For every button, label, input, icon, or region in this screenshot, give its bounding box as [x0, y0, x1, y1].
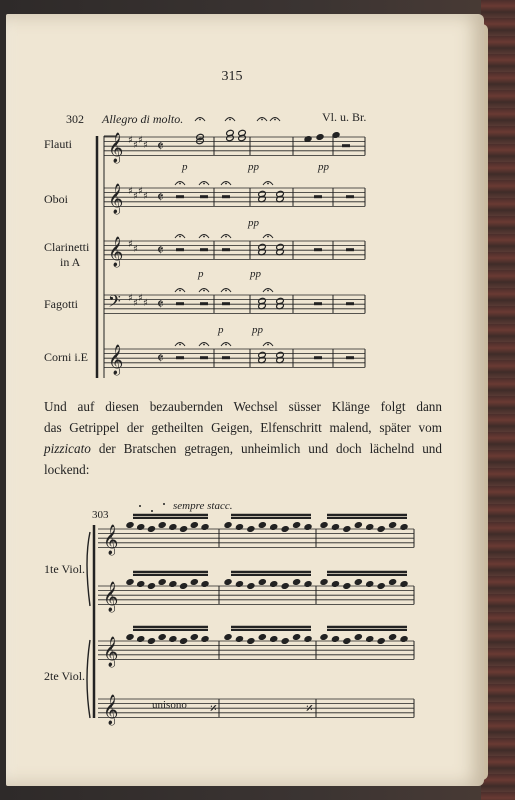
repeat-sign-icon: 𝄎 [306, 701, 313, 717]
note-head [400, 523, 409, 530]
dynamic-pp: pp [318, 161, 329, 173]
note-head [169, 523, 178, 530]
rest [222, 195, 230, 198]
note-head [304, 580, 313, 587]
treble-clef-icon: 𝄞 [108, 237, 124, 267]
note-head [126, 521, 135, 528]
note-head [316, 133, 325, 140]
note-head [126, 633, 135, 640]
staccato-dot [151, 510, 153, 512]
rest [176, 248, 184, 251]
sharp-icon: ♯ [128, 239, 133, 250]
note-head [343, 525, 352, 532]
time-signature: 𝄵 [157, 188, 164, 206]
rest [346, 195, 354, 198]
note-head [190, 521, 199, 528]
example1-staves [104, 118, 365, 377]
sharp-icon: ♯ [143, 298, 148, 309]
rest [176, 195, 184, 198]
rest [314, 195, 322, 198]
sharp-icon: ♯ [143, 191, 148, 202]
treble-clef-icon: 𝄞 [103, 637, 119, 667]
note-head [354, 578, 363, 585]
note-head [179, 525, 188, 532]
note-head [343, 582, 352, 589]
note-head [136, 635, 145, 642]
note-head [224, 578, 233, 585]
fermata-dot [179, 183, 181, 185]
note-head [388, 578, 397, 585]
note-head [292, 521, 301, 528]
note-head [377, 637, 386, 644]
example-number-303: 303 [92, 509, 109, 521]
group-label-first-violins: 1te Viol. [44, 562, 86, 576]
note-head [258, 521, 267, 528]
fermata-dot [179, 236, 181, 238]
rest [314, 356, 322, 359]
dynamic-pp: pp [248, 217, 259, 229]
note-head [343, 637, 352, 644]
rest [346, 302, 354, 305]
instrument-label-clarinetti: Clarinetti [44, 240, 90, 254]
note-head [147, 582, 156, 589]
time-signature: 𝄵 [157, 137, 164, 155]
note-head [331, 523, 340, 530]
rest [346, 248, 354, 251]
note-head [388, 521, 397, 528]
staff-2 [104, 241, 365, 259]
note-head [158, 578, 167, 585]
note-head [179, 637, 188, 644]
note-head [258, 633, 267, 640]
note-head [158, 633, 167, 640]
note-head [400, 635, 409, 642]
time-signature: 𝄵 [157, 349, 164, 367]
treble-clef-icon: 𝄞 [108, 345, 124, 375]
note-head [179, 582, 188, 589]
note-head [304, 523, 313, 530]
instrument-label-fagotti: Fagotti [44, 297, 79, 311]
dynamic-pp: pp [250, 268, 261, 280]
instrument-label-corni: Corni i.E [44, 350, 88, 364]
note-head [400, 580, 409, 587]
fermata-dot [203, 290, 205, 292]
sharp-icon: ♯ [128, 293, 133, 304]
fermata-dot [267, 183, 269, 185]
fermata-dot [274, 119, 276, 121]
fermata-dot [225, 183, 227, 185]
note-head [292, 578, 301, 585]
sharp-icon: ♯ [133, 244, 138, 255]
note-head [158, 521, 167, 528]
note-head [377, 525, 386, 532]
dynamic-p: p [198, 268, 204, 280]
tempo-marking: Allegro di molto. [102, 112, 184, 126]
fermata-dot [267, 290, 269, 292]
rest [342, 144, 350, 147]
note-head [235, 523, 244, 530]
note-head [258, 578, 267, 585]
note-head [201, 635, 210, 642]
staccato-dot [163, 503, 165, 505]
prose-line: pizzicato der Bratschen getragen, unheimlich und doch lächelnd und [44, 441, 442, 456]
time-signature: 𝄵 [157, 295, 164, 313]
pizzicato-term: pizzicato [44, 441, 91, 456]
fermata-dot [203, 183, 205, 185]
note-head [354, 521, 363, 528]
sharp-icon: ♯ [138, 135, 143, 146]
staff-b2 [98, 641, 414, 659]
fermata-dot [179, 290, 181, 292]
direction-sempre-stacc: sempre stacc. [173, 500, 233, 512]
treble-clef-icon: 𝄞 [103, 582, 119, 612]
note-head [281, 525, 290, 532]
note-head [365, 523, 374, 530]
note-head [190, 633, 199, 640]
dynamic-p: p [218, 324, 224, 336]
note-head [304, 635, 313, 642]
sharp-icon: ♯ [128, 135, 133, 146]
note-head [354, 633, 363, 640]
note-head [365, 580, 374, 587]
note-head [320, 633, 329, 640]
note-head [331, 635, 340, 642]
note-head [169, 580, 178, 587]
fermata-dot [199, 119, 201, 121]
note-head [331, 580, 340, 587]
dynamic-p: p [182, 161, 188, 173]
unisono-marking: unisono [152, 699, 187, 711]
note-head [247, 637, 256, 644]
note-head [247, 582, 256, 589]
rest [314, 248, 322, 251]
note-head [190, 578, 199, 585]
note-head [365, 635, 374, 642]
prose-line: lockend: [44, 462, 90, 477]
note-head [169, 635, 178, 642]
prose-line: das Getrippel der getheilten Geigen, Elfenschritt malend, später vom [44, 420, 442, 435]
note-head [269, 635, 278, 642]
treble-clef-icon: 𝄞 [108, 133, 124, 163]
instrument-sublabel-in-a: in A [60, 255, 81, 269]
fermata-dot [267, 236, 269, 238]
fermata-dot [225, 236, 227, 238]
fermata-dot [261, 119, 263, 121]
fermata-dot [225, 344, 227, 346]
fermata-dot [225, 290, 227, 292]
note-head [235, 580, 244, 587]
sharp-icon: ♯ [128, 186, 133, 197]
staccato-dot [139, 505, 141, 507]
note-head [269, 523, 278, 530]
rest [200, 248, 208, 251]
note-head [235, 635, 244, 642]
example-number-302: 302 [66, 112, 84, 126]
treble-clef-icon: 𝄞 [103, 695, 119, 725]
sharp-icon: ♯ [133, 191, 138, 202]
note-head [388, 633, 397, 640]
note-head [136, 523, 145, 530]
rest [346, 356, 354, 359]
instrument-label-oboi: Oboi [44, 192, 68, 206]
sharp-icon: ♯ [133, 298, 138, 309]
treble-clef-icon: 𝄞 [108, 184, 124, 214]
note-head [292, 633, 301, 640]
bass-clef-icon: 𝄢 [108, 291, 121, 315]
note-head [281, 582, 290, 589]
time-signature: 𝄵 [157, 241, 164, 259]
sharp-icon: ♯ [138, 186, 143, 197]
note-head [224, 633, 233, 640]
staff-4 [104, 349, 365, 367]
rest [176, 356, 184, 359]
dynamic-pp: pp [252, 324, 263, 336]
fermata-dot [203, 236, 205, 238]
rest [222, 302, 230, 305]
rest [314, 302, 322, 305]
note-head [320, 578, 329, 585]
sharp-icon: ♯ [143, 140, 148, 151]
staff-b0 [98, 529, 414, 547]
sharp-icon: ♯ [133, 140, 138, 151]
note-head [147, 637, 156, 644]
note-head [320, 521, 329, 528]
group-label-second-violins: 2te Viol. [44, 669, 86, 683]
note-head [281, 637, 290, 644]
fermata-dot [179, 344, 181, 346]
fermata-dot [267, 344, 269, 346]
note-head [147, 525, 156, 532]
example2-staves [87, 503, 414, 726]
note-head [136, 580, 145, 587]
top-right-label: Vl. u. Br. [322, 110, 367, 124]
note-head [269, 580, 278, 587]
brace-first-violins [87, 532, 90, 606]
rest [200, 356, 208, 359]
fermata-dot [203, 344, 205, 346]
sharp-icon: ♯ [138, 293, 143, 304]
note-head [377, 582, 386, 589]
page-number: 315 [221, 69, 243, 84]
fermata-dot [229, 119, 231, 121]
rest [200, 195, 208, 198]
rest [200, 302, 208, 305]
treble-clef-icon: 𝄞 [103, 525, 119, 555]
staff-b1 [98, 586, 414, 604]
dynamic-pp: pp [248, 161, 259, 173]
rest [222, 248, 230, 251]
note-head [126, 578, 135, 585]
note-head [247, 525, 256, 532]
prose-line: Und auf diesen bezaubernden Wechsel süsser Klänge folgt dann [44, 399, 442, 414]
note-head [201, 580, 210, 587]
staff-b3 [98, 699, 414, 717]
prose-paragraph [44, 396, 442, 480]
rest [222, 356, 230, 359]
rest [176, 302, 184, 305]
brace-second-violins [87, 640, 90, 718]
note-head [201, 523, 210, 530]
note-head [224, 521, 233, 528]
instrument-label-flauti: Flauti [44, 137, 73, 151]
repeat-sign-icon: 𝄎 [210, 701, 217, 717]
